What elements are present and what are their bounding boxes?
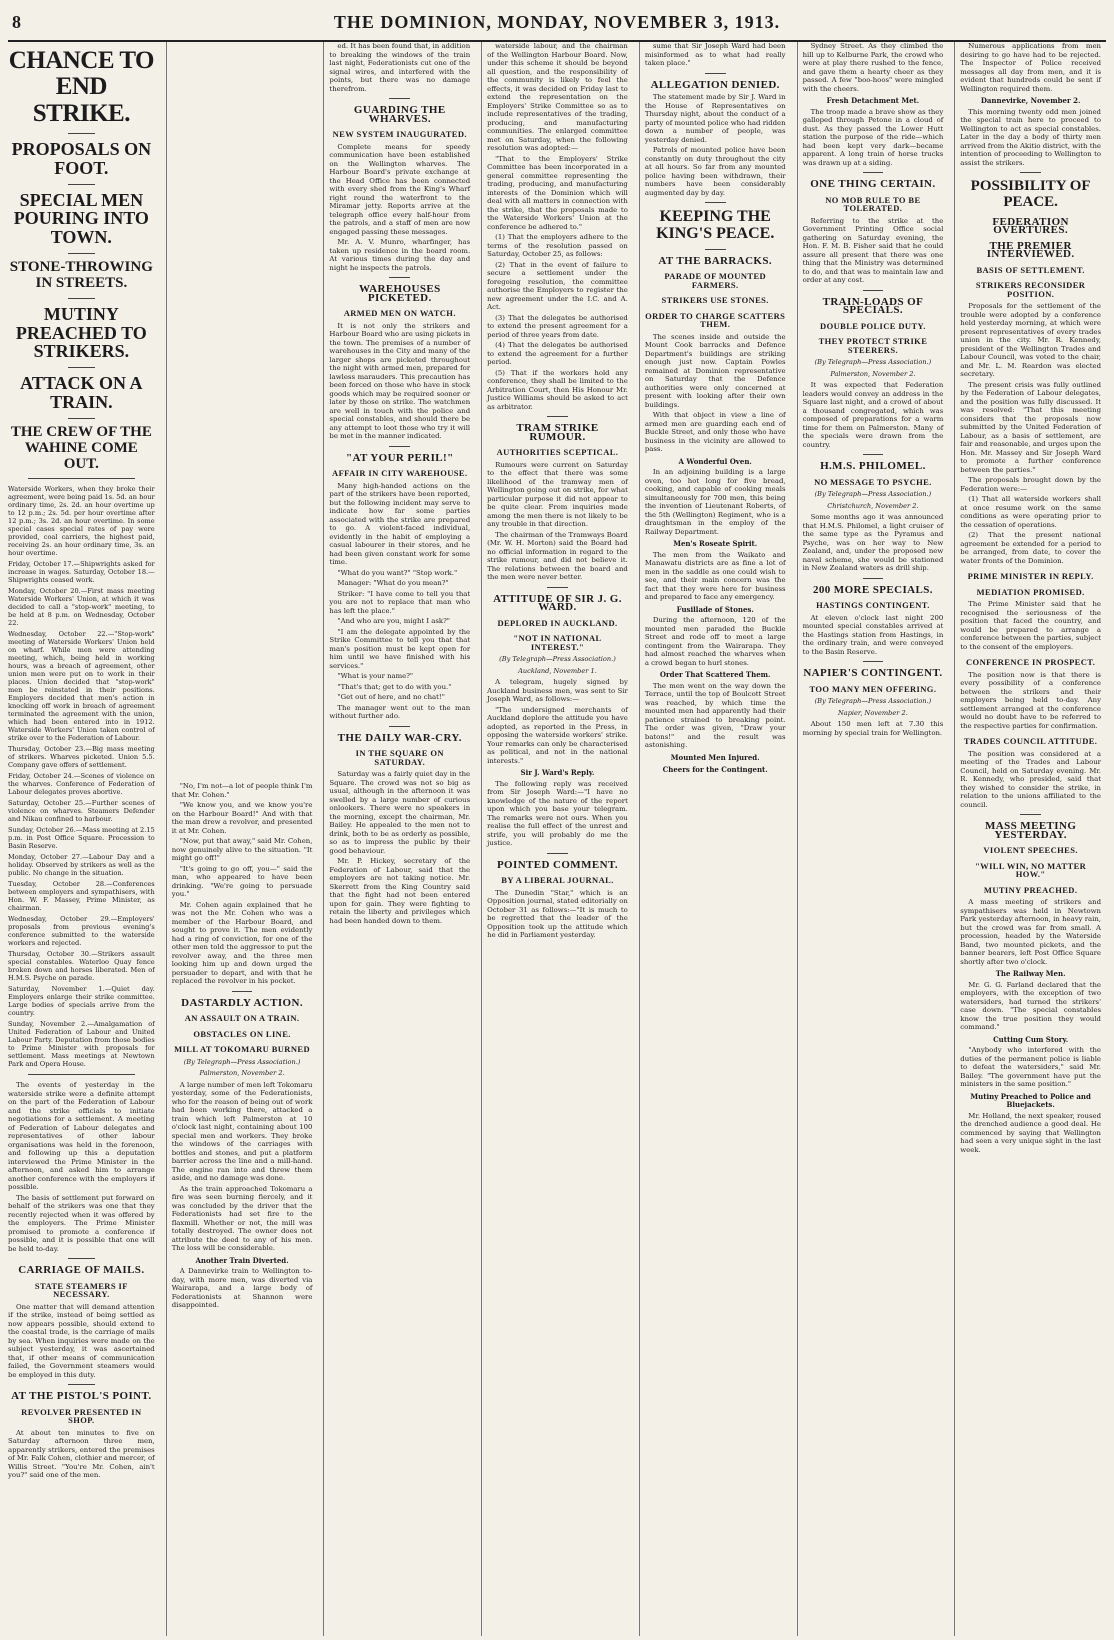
divider (68, 184, 95, 185)
divider (68, 1258, 95, 1259)
subhead-conference-prospect: CONFERENCE IN PROSPECT. (966, 657, 1096, 667)
newspaper-title: THE DOMINION, MONDAY, NOVEMBER 3, 1913. (333, 11, 781, 32)
headline-area-spacer (172, 42, 313, 782)
article-paragraph: It is not only the strikers and Harbour Board who are using pickets in the town. The premises of a number of warehouses in the City and many of the larger shops are picketed throughout the night with armed men, prepared for lawless marauders. This precaution has been forced on those who have in stock goods which may be required sooner or later by those on strike. The watchmen are well in touch with the police and special constables, and should there be any attempt to loot those who try it will be met in the manner indicated. (329, 321, 471, 440)
subhead-dastardly: DASTARDLY ACTION. (181, 996, 304, 1009)
headline-main: CHANCE TO END STRIKE. (8, 47, 154, 127)
article-paragraph: This morning twenty odd men joined the special train here to proceed to Wellington to act as special constables. Later in the day a body of thirty men arrived from the Akitio district, with the intention of proceeding to Wellington to assist the strikers. (960, 107, 1101, 167)
subhead-mounted-farmers: PARADE OF MOUNTED FARMERS. (664, 271, 767, 290)
subhead-at-your-peril: "AT YOUR PERIL!" (345, 451, 454, 464)
article-paragraph: Rumours were current on Saturday to the effect that there was some likelihood of the tramway men of Wellington going out on strike, for what particular purpose it did not appear to be quite clear. From inquiries made among the men there is not likely to be any trouble in that direction. (487, 460, 628, 528)
dateline: Palmerston, November 2. (199, 1069, 285, 1077)
dateline: Christchurch, November 2. (827, 501, 919, 510)
strike-chronology (8, 485, 155, 1068)
subhead-reconsider: STRIKERS RECONSIDER POSITION. (975, 280, 1086, 299)
divider (68, 253, 95, 254)
article-paragraph: About 150 men left at 7.30 this morning by special train for Wellington. (802, 720, 944, 737)
divider (863, 661, 884, 662)
subhead-obstacles: OBSTACLES ON LINE. (193, 1028, 291, 1039)
article-paragraph: Patrols of mounted police have been constantly on duty throughout the city at all hours. So far from any mounted police having been withdrawn, their numbers have been considerably augmented day by day. (644, 146, 786, 197)
subhead-attitude-ward: ATTITUDE OF SIR J. G. WARD. (493, 592, 622, 613)
article-paragraph: During the afternoon, 120 of the mounted men paraded the Buckle Street and rode off to meet a large contingent from the Wairarapa. They had almost reached the wharves when a crowd began to hurl stones. (644, 616, 786, 667)
byline: (By Telegraph—Press Association.) (499, 655, 616, 663)
side-head-fusillade: Fusillade of Stones. (676, 604, 754, 614)
divider (68, 418, 95, 419)
divider (547, 587, 568, 588)
article-paragraph: (1) That all waterside workers shall at once resume work on the same conditions as were operating prior to the cessation of operations. (960, 495, 1101, 529)
subhead-mutiny-preached: MUTINY PREACHED. (983, 884, 1078, 895)
article-paragraph: A telegram, hugely signed by Auckland business men, was sent to Sir Joseph Ward, as follows:— (487, 678, 628, 703)
article-paragraph: With that object in view a line of armed men are guarding each end of Buckle Street, and only those who have business in the vicinity are allowed to pass. (644, 411, 786, 454)
divider (863, 290, 884, 291)
dateline: Napier, November 2. (838, 708, 908, 717)
article-paragraph: One matter that will demand attention if the strike, instead of being settled as now appears possible, should extend to the coastal trade, is the carriage of mails by sea. When inquiries were made on the subject yesterday, it was ascertained that, if other means of communication failed, the Government steamers would be employed in this duty. (8, 1302, 155, 1379)
headline-kings-peace: KEEPING THE KING'S PEACE. (656, 208, 775, 242)
article-paragraph: "No, I'm not—a lot of people think I'm that Mr. Cohen." (171, 782, 313, 799)
resolution-paragraph: (5) That if the workers hold any conference, they shall be limited to the Arbitration Court, then His Honour Mr. Justice Williams should be asked to act as arbitrator. (487, 368, 628, 411)
article-paragraph: Mr. P. Hickey, secretary of the Federation of Labour, said that the employers are not taking notice. Mr. Skerrett from the King Country said that the fight had not been entered upon for gain. They were fighting to retain the liberty and privileges which had been handed down to them. (329, 857, 471, 925)
article-paragraph: The chairman of the Tramways Board (Mr. W. H. Morton) said the Board had no official information in regard to the strike rumour, and did not believe it. The relations between the board and the men were never better. (487, 530, 628, 581)
byline: (By Telegraph—Press Association.) (814, 697, 932, 705)
article-paragraph: The present crisis was fully outlined by the Federation of Labour delegates, and the position was fully discussed. It was resolved: "That this meeting considers that the proposals now submitted by the United Federation of Labour, as a basis of settlement, are fair and reasonable, and urges upon the Hon. Mr. Massey and Sir Joseph Ward to promote a further conference between the parties." (960, 380, 1101, 474)
subhead-armed-men: ARMED MEN ON WATCH. (343, 308, 456, 318)
article-paragraph: Striker: "I have come to tell you that you are not to replace that man who has left the place." (329, 589, 471, 615)
subhead-hastings: HASTINGS CONTINGENT. (816, 600, 930, 610)
columns (8, 42, 1106, 1636)
divider (1020, 814, 1041, 815)
side-head-cheers: Cheers for the Contingent. (662, 765, 768, 775)
subhead-revolver: REVOLVER PRESENTED IN SHOP. (21, 1406, 142, 1426)
article-paragraph: The troop made a brave show as they galloped through Petone in a cloud of dust. As they passed the Lower Hutt station the purpose of the ride—which had been kept very dark—became apparent. A long train of horse trucks was drawn up at a siding. (802, 107, 944, 167)
subhead-will-win: "WILL WIN, NO MATTER HOW." (975, 860, 1087, 879)
headline-stone-throwing: STONE-THROWING IN STREETS. (9, 259, 153, 291)
article-paragraph: (2) That the present national agreement be extended for a period to be arranged, from date, to cover the water fronts of the Dominion. (960, 531, 1101, 565)
subhead-city-warehouse: AFFAIR IN CITY WAREHOUSE. (332, 468, 468, 478)
side-head-oven: A Wonderful Oven. (678, 456, 752, 466)
headline-proposals: PROPOSALS ON FOOT. (11, 138, 152, 178)
side-head-detachment: Fresh Detachment Met. (826, 96, 920, 105)
byline: (By Telegraph—Press Association.) (814, 358, 932, 366)
resolution-paragraph: (3) That the delegates be authorised to extend the present agreement for a period of three years from date. (487, 313, 628, 339)
byline: (By Telegraph—Press Association.) (183, 1057, 301, 1066)
subhead-liberal-journal: BY A LIBERAL JOURNAL. (501, 875, 614, 885)
subhead-philomel: H.M.S. PHILOMEL. (820, 460, 926, 472)
subhead-state-steamers: STATE STEAMERS IF NECESSARY. (34, 1280, 128, 1300)
subhead-violent-speeches: VIOLENT SPEECHES. (983, 845, 1078, 855)
article-paragraph: "Anybody who interfered with the duties of the permanent police is liable to defeat the watersiders," said Mr. Bailey. "The government have put the ministers in the same position." (960, 1046, 1101, 1088)
resolution-paragraph: "That to the Employers' Strike Committee has been incorporated in a general committee representing the trading, producing, and manufacturing interests of the Dominion which will deal with all matters in connection with the strike, that the proposals made to the Waterside Workers' Union at the conference be adhered to." (487, 154, 628, 231)
subhead-strikers-stones: STRIKERS USE STONES. (661, 295, 769, 306)
subhead-trades-council: TRADES COUNCIL ATTITUDE. (963, 736, 1098, 746)
article-paragraph: A large number of men left Tokomaru yesterday, some of the Federationists, who for the reason of being out of work had been working there, attacked a train which left Palmerston at 10 o'clock last night, containing about 100 special men and workers. They broke the windows of the carriages with bottles and stones, and put a platform barrier across the line and a mill-hand. The engine ran into and threw them aside, and no damage was done. (171, 1080, 313, 1182)
chronology-entry: Thursday, October 30.—Strikers assault special constables. Waterloo Quay fence broken down and horses liberated. Men of H.M.S. Psyche on parade. (8, 950, 155, 983)
column-1 (8, 42, 160, 1636)
side-head-railway: The Railway Men. (995, 969, 1066, 978)
subhead-daily-war-cry: THE DAILY WAR-CRY. (337, 731, 462, 744)
article-paragraph: "It's going to go off, you—" said the man, who appeared to have been drinking. "We're going to persuade you." (171, 864, 313, 898)
divider (68, 133, 95, 134)
subhead-warehouses: WAREHOUSES PICKETED. (358, 283, 441, 304)
chronology-entry: Thursday, October 23.—Big mass meeting of strikers. Wharves picketed. Union 5.5. Company gave offers of settlement. (8, 745, 155, 770)
divider (389, 277, 410, 278)
divider (68, 1384, 95, 1385)
subhead-double-police: DOUBLE POLICE DUTY. (820, 320, 926, 331)
subhead-200-specials: 200 MORE SPECIALS. (812, 583, 933, 596)
article-paragraph: The Prime Minister said that he recognised the seriousness of the position that faced the country, and would be prepared to arrange a conference between the parties, subject to the consent of the employers. (960, 600, 1101, 651)
divider (705, 202, 726, 203)
subhead-mill-burned: MILL AT TOKOMARU BURNED (174, 1044, 310, 1054)
chronology-entry: Monday, October 27.—Labour Day and a holiday. Observed by strikers as well as the public. No change in the situation. (8, 853, 155, 878)
article-paragraph: The manager went out to the man without further ado. (329, 703, 471, 720)
chronology-entry: Saturday, October 25.—Further scenes of violence on wharves. Steamers Defender and Nikau confined to harbour. (8, 799, 155, 824)
divider (863, 172, 884, 173)
article-paragraph: "Get out of here, and no chat!" (337, 693, 445, 701)
article-paragraph: sume that Sir Joseph Ward had been misinformed as to what had really taken place." (644, 42, 786, 67)
article-paragraph: Numerous applications from men desiring to go have had to be rejected. The Inspector of Police received messages all day from men, and it is evident that hundreds could be sent if Wellington required them. (960, 42, 1101, 93)
chronology-entry: Wednesday, October 22.—"Stop-work" meeting of Waterside Workers' Union held on wharf. While men were attending meeting, which, being held in working hours, was a breach of agreement, other union men were put on to work in their places. Union decided that "stop-work" men be reinstated in their positions. Employers decided that men's action in knocking off work in breach of agreement terminated the agreement with the union, which had been entered into in 1912. Waterside Workers' Union taken control of strike over to the Federation of Labour. (8, 630, 155, 743)
divider (68, 298, 95, 299)
article-paragraph: Some months ago it was announced that H.M.S. Philomel, a light cruiser of the same type as the Pyramus and Psyche, was on her way to New Zealand, and, under the proposed new naval scheme, she would be stationed in New Zealand waters as drill ship. (802, 513, 944, 572)
dateline: Auckland, November 1. (518, 666, 597, 675)
article-paragraph: The proposals brought down by the Federation were:— (960, 476, 1101, 493)
subhead-federation-overtures: FEDERATION OVERTURES. (992, 215, 1069, 236)
article-paragraph: In an adjoining building is a large oven, too hot long for five bread, cooking, and capable of cooking meals simultaneously for 700 men, this being the invention of Lieutenant Roberts, of the 5th (Wellington) Regiment, who is a draughtsman in the employ of the Railway Department. (644, 468, 786, 536)
article-paragraph: Proposals for the settlement of the trouble were adopted by a conference held yesterday morning, at which were present representatives of every trades union in the city. Mr. R. Kennedy, president of the Wellington Trades and Labour Council, was voted to the chair, and Mr. L. M. Reardon was elected secretary. (960, 302, 1101, 378)
divider (547, 853, 568, 854)
resolution-paragraph: (4) That the delegates be authorised to extend the agreement for a further period. (487, 341, 628, 366)
side-head-police-bluejackets: Mutiny Preached to Police and Bluejackets. (970, 1091, 1091, 1109)
column-3 (323, 42, 475, 1636)
subhead-protect: THEY PROTECT STRIKE STEERERS. (818, 336, 928, 355)
column-2 (166, 42, 318, 1636)
chronology-entry: Friday, October 24.—Scenes of violence on the wharves. Conference of Federation of Labour delegates proves abortive. (8, 772, 155, 797)
subhead-tram-strike: TRAM STRIKE RUMOUR. (516, 422, 599, 443)
subhead-pointed-comment: POINTED COMMENT. (496, 858, 619, 871)
chronology-entry: Tuesday, October 28.—Conferences between employers and sympathisers, with Hon. W. F. Massey, Prime Minister, as chairman. (8, 880, 155, 913)
article-paragraph: "I am the delegate appointed by the Strike Committee to tell you that that man's position must be kept open for him until we have finished with his services." (329, 627, 471, 670)
article-paragraph: "What is your name?" (337, 672, 414, 680)
divider (1020, 172, 1041, 173)
subhead-square-saturday: IN THE SQUARE ON SATURDAY. (355, 748, 444, 767)
article-paragraph: The position now is that there is every possibility of a conference between the strikers and their employers being held to-day. Any settlement arranged at the conference would no doubt have to be referred to the respective parties for confirmation. (960, 670, 1101, 730)
divider (68, 367, 95, 368)
article-paragraph: Mr. G. G. Farland declared that the employers, with the exception of two watersiders, had turned the strikers' case down. "The special constables know the true position they would command." (960, 980, 1101, 1031)
article-paragraph: Mr. A. V. Munro, wharfinger, has taken up residence in the board room. At various times during the day and night he inspects the patrols. (329, 238, 471, 272)
side-head-train-diverted: Another Train Diverted. (195, 1255, 289, 1265)
divider (232, 991, 253, 992)
article-paragraph: "We know you, and we know you're on the Harbour Board!" And with that the man drew a revolver, and presented it at Mr. Cohen. (171, 801, 313, 835)
article-paragraph: Sydney Street. As they climbed the hill up to Kelburne Park, the crowd who were at play there rushed to the fence, and gave them a hearty cheer as they passed. A few "boo-hoos" were mingled with the cheers. (802, 42, 944, 93)
article-paragraph: "The undersigned merchants of Auckland deplore the attitude you have adopted, as reported in the Press, in opposing the waterside workers' strike. Your remarks can only be characterised as political, and not in the national interests." (487, 705, 628, 765)
article-paragraph: Many high-handed actions on the part of the strikers have been reported, but the following incident may serve to indicate how far some parties associated with the strike are prepared to go. A violent-faced individual, evidently in the habit of employing a casual labourer in their stores, and he had been given constant work for some time. (329, 481, 471, 566)
chronology-entry: Sunday, October 26.—Mass meeting at 2.15 p.m. in Post Office Square. Procession to Basin Reserve. (8, 826, 155, 851)
divider (389, 98, 410, 99)
article-paragraph: The position was considered at a meeting of the Trades and Labour Council, held on Saturday evening. Mr. R. Kennedy, who presided, said that they wished to consider the strike, in relation to the unions affiliated to the council. (960, 749, 1101, 809)
subhead-carriage-mails: CARRIAGE OF MAILS. (18, 1264, 145, 1277)
article-paragraph: "And who are you, might I ask?" (337, 617, 450, 625)
side-head-injured: Mounted Men Injured. (670, 752, 760, 762)
divider (389, 726, 410, 727)
subhead-new-system: NEW SYSTEM INAUGURATED. (332, 129, 467, 139)
subhead-train-loads: TRAIN-LOADS OF SPECIALS. (822, 295, 924, 316)
article-paragraph: As the train approached Tokomaru a fire was seen burning fiercely, and it was concluded by the driver that the Federationists had set fire to the flaxmill. Whether or not, the mill was totally destroyed. The owner does not attribute the deed to any of his men. The loss will be considerable. (171, 1184, 313, 1252)
divider (389, 446, 410, 447)
subhead-guarding-wharves: GUARDING THE WHARVES. (353, 104, 446, 125)
headline-wahine-crew: THE CREW OF THE WAHINE COME OUT. (10, 424, 152, 472)
subhead-order-charge: ORDER TO CHARGE SCATTERS THEM. (645, 310, 786, 330)
article-paragraph: The events of yesterday in the waterside strike were a definite attempt on the part of the Federation of Labour and the strike officials to initiate negotiations for a settlement. A meeting of Federation of Labour delegates and representatives of other labour organisations was held in the forenoon, and following up this a deputation interviewed the Prime Minister in the afternoon, and asked him to arrange another conference with the employers if possible. (8, 1081, 155, 1192)
subhead-allegation-denied: ALLEGATION DENIED. (650, 78, 780, 91)
subhead-prime-minister-reply: PRIME MINISTER IN REPLY. (967, 571, 1094, 581)
article-paragraph: The men from the Waikato and Manawatu districts are as fine a lot of men in the saddle as one could wish to see, and their main concern was the fact that they were here for business and prepared to face any emergency. (644, 550, 786, 602)
article-paragraph: A mass meeting of strikers and sympathisers was held in Newtown Park yesterday afternoon, in heavy rain, but the crowd was far from small. A procession, headed by the Waterside Band, two mounted pickets, and the banner bearers, left Post Office Square shortly after two o'clock. (960, 898, 1101, 966)
article-paragraph: The basis of settlement put forward on behalf of the strikers was one that they recently rejected when it was offered by the employers. The Prime Minister promised to promote a conference if possible, and it is possible that one will be held to-day. (8, 1193, 155, 1253)
divider (547, 416, 568, 417)
divider (705, 249, 726, 250)
byline: (By Telegraph—Press Association.) (814, 490, 932, 498)
subhead-too-many: TOO MANY MEN OFFERING. (809, 683, 937, 694)
chronology-entry: Monday, October 20.—First mass meeting Waterside Workers' Union, at which it was decided to call a "stop-work" meeting, to be held at 8 p.m. on Wednesday, October 22. (8, 587, 155, 628)
divider (863, 454, 884, 455)
article-paragraph: Referring to the strike at the Government Printing Office social gathering on Saturday evening, the Hon. F. M. B. Fisher said that he could assure all present that there was one thing that the Ministry was determined to do, and that was to maintain law and order at any cost. (802, 216, 944, 284)
article-paragraph: It was expected that Federation leaders would convey an address in the Square last night, and a crowd of about a thousand congregated, which was composed of preparations for a warm time for them on Palmerston. Many of the specials were drawn from the country. (802, 381, 944, 449)
article-paragraph: Saturday was a fairly quiet day in the Square. The crowd was not so big as usual, although in the afternoon it was swelled by a large number of curious onlookers. There were no speakers in the morning, except the chairman, Mr. Bailey. He appealed to the men not to drink, both to be as orderly as possible, so as to impress the public by their good behaviour. (329, 770, 471, 855)
article-paragraph: ed. It has been found that, in addition to breaking the windows of the train last night, Federationists cut one of the signal wires, and interfered with the points, but there was no damage therefrom. (329, 42, 471, 93)
chronology-entry: Waterside Workers, when they broke their agreement, were being paid 1s. 5d. an hour ordinary time, 2s. 2d. an hour overtime up to 12 p.m.; 2s. 5d. per hour overtime after 12 p.m.; 3s. 2d. an hour overtime. In some special cases special rates of pay were provided, coal carriers, the highest paid, receiving 2s. an hour ordinary time, 3s. an hour overtime. (8, 485, 155, 558)
subhead-premier-interviewed: THE PREMIER INTERVIEWED. (986, 239, 1075, 260)
side-head-dannevirke: Dannevirke, November 2. (980, 96, 1081, 105)
side-head-cutting: Cutting Cum Story. (993, 1034, 1069, 1044)
subhead-napier: NAPIER'S CONTINGENT. (803, 667, 943, 679)
article-paragraph: At about ten minutes to five on Saturday afternoon three men, apparently strikers, entered the premises of Mr. Falk Cohen, clothier and mercer, of Willis Street. "You're Mr. Cohen, ain't you?" said one of the men. (8, 1428, 155, 1480)
headline-attack-train: ATTACK ON A TRAIN. (20, 373, 143, 413)
headline-possibility-peace: POSSIBILITY OF PEACE. (970, 178, 1091, 210)
article-paragraph: Mr. Holland, the next speaker, roused the drenched audience a good deal. He commenced by saying that Wellington had seen a very unique sight in the last week. (960, 1111, 1101, 1154)
subhead-barracks: AT THE BARRACKS. (658, 254, 773, 267)
column-6 (797, 42, 949, 1636)
article-paragraph: The statement made by Sir J. Ward in the House of Representatives on Thursday night, about the conduct of a party of mounted police who had ridden down a number of people, was yesterday denied. (644, 93, 786, 144)
subhead-mediation: MEDIATION PROMISED. (976, 586, 1085, 597)
subhead-authorities: AUTHORITIES SCEPTICAL. (496, 447, 619, 457)
article-paragraph: "That's that; get to do with you." (337, 682, 452, 691)
subhead-one-thing: ONE THING CERTAIN. (810, 178, 936, 190)
column-4 (481, 42, 633, 1636)
headline-mutiny: MUTINY PREACHED TO STRIKERS. (15, 303, 147, 362)
article-paragraph: The Dunedin "Star," which is an Opposition journal, stated editorially on October 31 as follows:—"It is much to be regretted that the leader of the Opposition took up the attitude which he did in Parliament yesterday. (487, 888, 628, 939)
subhead-mass-meeting: MASS MEETING YESTERDAY. (984, 820, 1077, 841)
article-paragraph: A Dannevirke train to Wellington to-day, with more men, was diverted via Wairarapa, and a large body of Federationists at Shannon were disappointed. (171, 1267, 313, 1309)
article-paragraph: Complete means for speedy communication have been established on the Wellington wharves. The Harbour Board's private exchange at the Head Office has been connected with every shed from the King's Wharf right round the waterfront to the Miramar jetty. Reports arrive at the telegraph office every half-hour from the patrols, and a staff of men are now engaged passing these messages. (329, 142, 471, 236)
chronology-entry: Friday, October 17.—Shipwrights asked for increase in wages. Saturday, October 18.—Shipwrights ceased work. (8, 560, 155, 585)
article-paragraph: The men went on the way down the Terrace, until the top of Boulcott Street was reached, by which time the mounted men had apparently had their patience strained to breaking point. The order was given, "Draw your batons!" and the result was astonishing. (644, 681, 786, 750)
subhead-assault-train: AN ASSAULT ON A TRAIN. (184, 1013, 300, 1023)
article-paragraph: At eleven o'clock last night 200 mounted special constables arrived at the Hastings station from Hastings, in the ordinary train, and were conveyed to the Basin Reserve. (802, 613, 944, 656)
chronology-entry: Sunday, November 2.—Amalgamation of United Federation of Labour and United Labour Party. Deputation from those bodies to Prime Minister with proposals for settlement. Mass meetings at Newtown Park and Opera House. (8, 1020, 155, 1069)
resolution-paragraph: (1) That the employers adhere to the terms of the resolution passed on Saturday, October 25, as follows: (487, 233, 628, 258)
divider (28, 1074, 135, 1075)
side-head-ward-reply: Sir J. Ward's Reply. (520, 768, 595, 777)
divider (28, 478, 135, 479)
article-paragraph: waterside labour, and the chairman of the Wellington Harbour Board. Now, under this scheme it should be beyond all question, and the responsibility of the community is likely to feel the effects, it was decided on Friday last to extend the representation on the Employers' Strike Committee so as to include representatives of the trading, producing, and manufacturing communities. The enlarged committee met on Saturday, when the following resolution was adopted:— (487, 42, 628, 152)
subhead-no-mob-rule: NO MOB RULE TO BE TOLERATED. (825, 194, 921, 213)
subhead-basis: BASIS OF SETTLEMENT. (976, 264, 1085, 275)
article-paragraph: Manager: "What do you mean?" (337, 579, 449, 587)
article-paragraph: The scenes inside and outside the Mount Cook barracks and Defence Department's buildings are striking enough just now. Captain Powles remained at Dominion representative on Saturday that the Defence authorities were only concerned at present with looking after their own buildings. (644, 332, 786, 409)
chronology-entry: Wednesday, October 29.—Employers' proposals from previous evening's conference submitted to the waterside workers and rejected. (8, 915, 155, 948)
headline-special-men: SPECIAL MEN POURING INTO TOWN. (13, 189, 149, 248)
chronology-entry: Saturday, November 1.—Quiet day. Employers enlarge their strike committee. Large bodies of specials arrive from the country. (8, 985, 155, 1018)
column-5 (639, 42, 791, 1636)
page-number: 8 (12, 11, 21, 32)
side-head-scattered: Order That Scattered Them. (659, 670, 771, 680)
subhead-deplored: DEPLORED IN AUCKLAND. (497, 617, 618, 628)
divider (863, 578, 884, 579)
resolution-paragraph: (2) That in the event of failure to secure a settlement under the foregoing resolution, the committee authorise the Employers to register the new agreement under the I.C. and A. Act. (487, 260, 628, 311)
article-paragraph: Mr. Cohen again explained that he was not the Mr. Cohen who was a member of the Harbour Board, and sought to prove it. The men evidently had a ring of conviction, for one of the other men told the aggressor to put the revolver away, and the three men looking him up and down urged the persuader to depart, and with that he replaced the revolver in his pocket. (171, 900, 313, 985)
article-paragraph: "Now, put that away," said Mr. Cohen, now genuinely alive to the situation. "It might go off!" (171, 837, 313, 862)
column-7 (954, 42, 1106, 1636)
divider (705, 73, 726, 74)
subhead-pistol-point: AT THE PISTOL'S POINT. (11, 1390, 152, 1403)
article-paragraph: The following reply was received from Sir Joseph Ward:—"I have no knowledge of the nature of the report upon which you base your telegram. The remarks were not ours. When you realise the full effect of the unrest and strife, you will probably do me the justice. (487, 779, 628, 847)
side-head-spirit: Men's Roseate Spirit. (673, 539, 758, 549)
subhead-psyche: NO MESSAGE TO PSYCHE. (814, 476, 932, 487)
masthead (8, 6, 1106, 42)
subhead-national-interest: "NOT IN NATIONAL INTEREST." (513, 633, 602, 652)
dateline: Palmerston, November 2. (830, 369, 916, 378)
article-paragraph: "What do you want?" "Stop work." (337, 568, 458, 577)
